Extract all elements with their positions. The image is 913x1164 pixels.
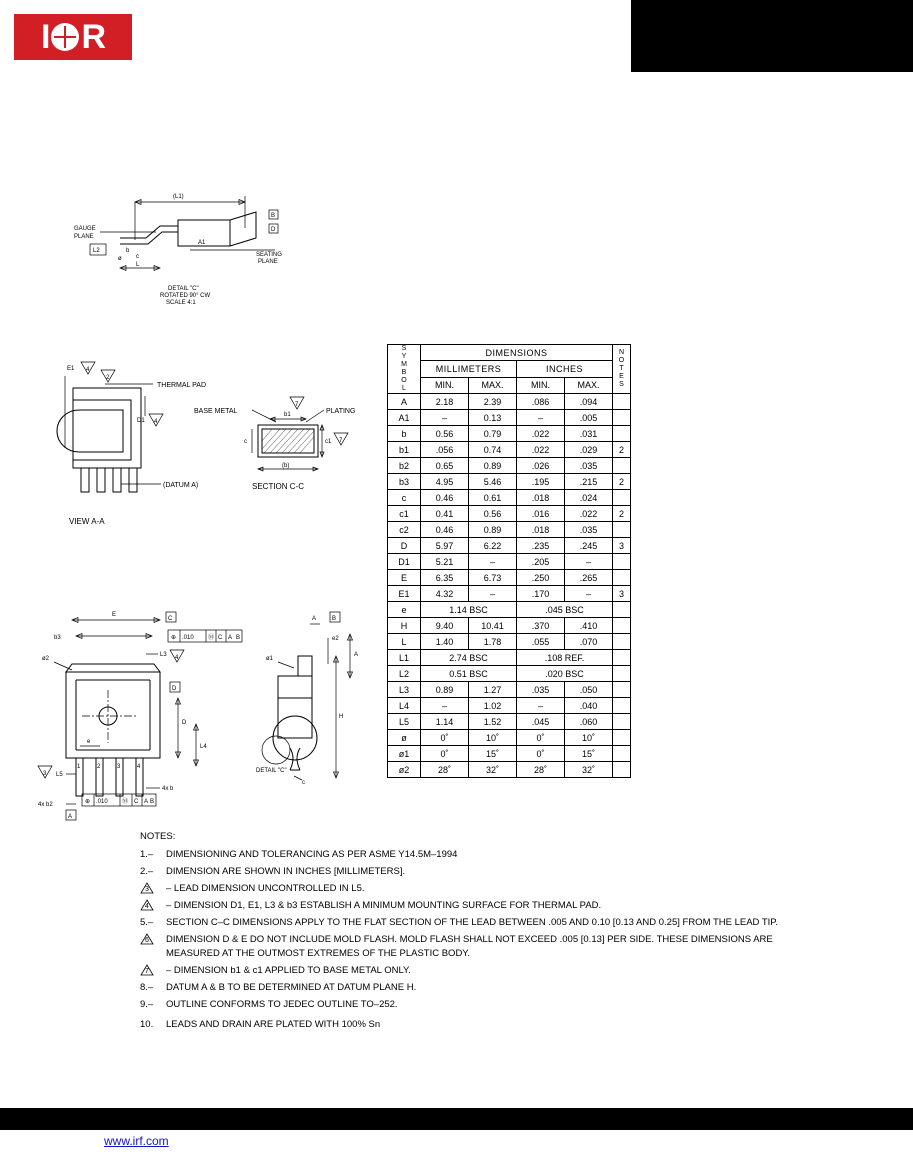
triangle-icon: 3 — [140, 882, 154, 894]
svg-text:A: A — [144, 799, 149, 805]
note-mark-triangle — [140, 933, 166, 947]
cell-notes: 3 — [613, 586, 631, 602]
note-text: – DIMENSION D1, E1, L3 & b3 ESTABLISH A MINIMUM MOUNTING SURFACE FOR THERMAL PAD. — [166, 900, 602, 911]
table-header-row-2 — [388, 361, 631, 377]
svg-text:GAUGE: GAUGE — [74, 226, 96, 232]
cell-in-max: .245 — [565, 538, 613, 554]
svg-text:4: 4 — [154, 419, 158, 425]
note-mark: 5.– — [140, 917, 154, 928]
note-item — [140, 848, 800, 862]
table-row — [388, 682, 631, 698]
triangle-icon: 4 — [140, 899, 154, 911]
cell-in-max: .035 — [565, 522, 613, 538]
cell-mm-max: 1.02 — [469, 698, 517, 714]
cell-in-min: .055 — [517, 634, 565, 650]
cell-mm-max: 0.74 — [469, 442, 517, 458]
cell-mm-max: 0.89 — [469, 522, 517, 538]
svg-text:B: B — [236, 635, 241, 641]
header-in-max: MAX. — [565, 377, 613, 393]
cell-in-min: .205 — [517, 554, 565, 570]
note-text: DIMENSIONING AND TOLERANCING AS PER ASME Y14.5M–1994 — [166, 849, 458, 860]
cell-mm-max: 10˚ — [469, 730, 517, 746]
cell-symbol: D1 — [388, 554, 421, 570]
svg-text:D1: D1 — [137, 418, 145, 424]
svg-text:c: c — [136, 254, 139, 260]
cell-in-min: .250 — [517, 570, 565, 586]
svg-text:4x b2: 4x b2 — [38, 802, 53, 808]
cell-mm-min: 0˚ — [421, 746, 469, 762]
cell-notes: 2 — [613, 506, 631, 522]
cell-in-max: .215 — [565, 474, 613, 490]
svg-text:4: 4 — [86, 367, 90, 373]
note-mark: 2.– — [140, 866, 154, 877]
cell-mm-min: – — [421, 410, 469, 426]
cell-in-max: .031 — [565, 426, 613, 442]
svg-text:L3: L3 — [160, 652, 167, 658]
cell-symbol: c2 — [388, 522, 421, 538]
cell-mm-min: 9.40 — [421, 618, 469, 634]
cell-in-min: 0˚ — [517, 746, 565, 762]
note-text: – LEAD DIMENSION UNCONTROLLED IN L5. — [166, 883, 365, 894]
cell-in-min: .235 — [517, 538, 565, 554]
cell-in-min: .370 — [517, 618, 565, 634]
svg-text:THERMAL PAD: THERMAL PAD — [157, 382, 207, 389]
cell-mm-min: 0.65 — [421, 458, 469, 474]
table-row — [388, 570, 631, 586]
cell-in-max: .024 — [565, 490, 613, 506]
cell-mm-max: 6.73 — [469, 570, 517, 586]
table-row — [388, 586, 631, 602]
cell-symbol: L1 — [388, 650, 421, 666]
svg-text:C: C — [134, 799, 139, 805]
svg-text:DETAIL "C": DETAIL "C" — [168, 286, 199, 292]
header-symbol: S Y M B O L — [388, 345, 421, 394]
svg-text:BASE METAL: BASE METAL — [194, 408, 238, 415]
cell-notes — [613, 618, 631, 634]
footer-black-bar — [0, 1108, 913, 1130]
svg-text:SEATING: SEATING — [256, 252, 282, 258]
triangle-icon: 7 — [140, 964, 154, 976]
cell-in-min: .086 — [517, 394, 565, 410]
note-item — [140, 916, 800, 930]
svg-text:A1: A1 — [198, 240, 206, 246]
section-cc-drawing — [190, 395, 380, 515]
cell-mm-max: 1.52 — [469, 714, 517, 730]
cell-in-min: .026 — [517, 458, 565, 474]
note-mark: 1.– — [140, 849, 154, 860]
cell-symbol: c1 — [388, 506, 421, 522]
svg-text:ø2: ø2 — [42, 656, 50, 662]
cell-symbol: b — [388, 426, 421, 442]
table-row — [388, 618, 631, 634]
cell-notes — [613, 714, 631, 730]
svg-text:ø: ø — [118, 256, 122, 262]
cell-in-span: .020 BSC — [517, 666, 613, 682]
cell-mm-max: 0.13 — [469, 410, 517, 426]
cell-symbol: b3 — [388, 474, 421, 490]
svg-text:3: 3 — [43, 771, 47, 777]
cell-in-max: .040 — [565, 698, 613, 714]
cell-notes — [613, 746, 631, 762]
svg-text:B: B — [332, 616, 337, 622]
cell-mm-min: – — [421, 698, 469, 714]
cell-mm-max: 5.46 — [469, 474, 517, 490]
table-row — [388, 746, 631, 762]
cell-notes — [613, 682, 631, 698]
svg-text:A: A — [354, 652, 359, 658]
svg-text:(DATUM A): (DATUM A) — [163, 482, 199, 489]
cell-mm-max: 6.22 — [469, 538, 517, 554]
detail-c-drawing — [60, 180, 360, 320]
logo-letter-i: I — [40, 18, 50, 56]
header-inches: INCHES — [517, 361, 613, 377]
cell-notes — [613, 650, 631, 666]
svg-text:PLANE: PLANE — [74, 234, 94, 240]
cell-mm-max: 0.79 — [469, 426, 517, 442]
cell-mm-max: 32˚ — [469, 762, 517, 778]
svg-text:SECTION C-C: SECTION C-C — [252, 482, 304, 491]
cell-in-max: .050 — [565, 682, 613, 698]
cell-mm-min: 0.41 — [421, 506, 469, 522]
cell-in-min: .018 — [517, 522, 565, 538]
table-row — [388, 714, 631, 730]
table-row — [388, 538, 631, 554]
svg-text:E: E — [112, 612, 117, 618]
cell-in-min: .022 — [517, 442, 565, 458]
note-item — [140, 1018, 800, 1032]
cell-mm-max: 15˚ — [469, 746, 517, 762]
header-millimeters: MILLIMETERS — [421, 361, 517, 377]
cell-in-max: .035 — [565, 458, 613, 474]
svg-text:ø1: ø1 — [266, 656, 274, 662]
table-row — [388, 650, 631, 666]
cell-symbol: ø1 — [388, 746, 421, 762]
table-header-row-1 — [388, 345, 631, 361]
cell-notes — [613, 602, 631, 618]
note-text: DIMENSION D & E DO NOT INCLUDE MOLD FLASH. MOLD FLASH SHALL NOT EXCEED .005 [0.13] PER SIDE. THESE DIMENSIONS ARE MEASURED AT THE OUTMOST EXTREMES OF THE PLASTIC BODY. — [166, 934, 773, 959]
cell-symbol: b2 — [388, 458, 421, 474]
svg-text:⊕: ⊕ — [85, 799, 91, 805]
svg-text:3: 3 — [117, 764, 121, 770]
table-row — [388, 666, 631, 682]
cell-symbol: A1 — [388, 410, 421, 426]
cell-mm-min: 28˚ — [421, 762, 469, 778]
cell-notes — [613, 394, 631, 410]
cell-notes — [613, 730, 631, 746]
note-mark-triangle — [140, 964, 166, 978]
cell-in-max: .060 — [565, 714, 613, 730]
table-row — [388, 506, 631, 522]
table-row — [388, 410, 631, 426]
cell-in-min: 28˚ — [517, 762, 565, 778]
table-row — [388, 762, 631, 778]
cell-in-max: 15˚ — [565, 746, 613, 762]
cell-notes — [613, 666, 631, 682]
note-item — [140, 964, 800, 978]
svg-text:A: A — [228, 635, 233, 641]
svg-text:b: b — [126, 248, 130, 254]
cell-mm-max: 10.41 — [469, 618, 517, 634]
cell-in-min: .016 — [517, 506, 565, 522]
cell-notes — [613, 426, 631, 442]
cell-mm-min: 1.40 — [421, 634, 469, 650]
svg-text:L: L — [136, 262, 140, 268]
note-item — [140, 998, 800, 1012]
cell-notes: 3 — [613, 538, 631, 554]
footer-url-link[interactable]: www.irf.com — [104, 1134, 169, 1148]
svg-text:E1: E1 — [67, 366, 75, 372]
ir-logo — [14, 14, 132, 60]
cell-in-max: .410 — [565, 618, 613, 634]
svg-text:4: 4 — [175, 655, 179, 661]
cell-in-min: – — [517, 698, 565, 714]
svg-text:1: 1 — [77, 764, 81, 770]
cell-notes — [613, 762, 631, 778]
cell-mm-max: 2.39 — [469, 394, 517, 410]
svg-text:c: c — [244, 439, 247, 445]
logo-circle-icon — [51, 23, 79, 51]
table-row — [388, 490, 631, 506]
svg-text:(b): (b) — [282, 463, 290, 469]
table-header-row-3 — [388, 377, 631, 393]
svg-text:c1: c1 — [325, 439, 332, 445]
cell-notes — [613, 522, 631, 538]
table-row — [388, 458, 631, 474]
dimensions-table — [387, 344, 631, 778]
cell-mm-min: 0.89 — [421, 682, 469, 698]
cell-in-max: .094 — [565, 394, 613, 410]
svg-text:(L1): (L1) — [173, 194, 184, 200]
cell-mm-max: – — [469, 586, 517, 602]
svg-text:2: 2 — [97, 764, 101, 770]
svg-text:e2: e2 — [332, 636, 339, 642]
header-mm-max: MAX. — [469, 377, 517, 393]
table-row — [388, 442, 631, 458]
cell-mm-min: 0.56 — [421, 426, 469, 442]
cell-in-max: 32˚ — [565, 762, 613, 778]
svg-text:DETAIL "C": DETAIL "C" — [256, 768, 287, 774]
cell-mm-max: 1.78 — [469, 634, 517, 650]
cell-in-max: .070 — [565, 634, 613, 650]
cell-notes — [613, 554, 631, 570]
cell-mm-min: 1.14 — [421, 714, 469, 730]
table-row — [388, 698, 631, 714]
table-row — [388, 730, 631, 746]
cell-notes — [613, 634, 631, 650]
cell-notes — [613, 490, 631, 506]
svg-text:D: D — [182, 720, 187, 726]
svg-text:4: 4 — [137, 764, 141, 770]
header-notes: N O T E S — [613, 345, 631, 394]
svg-text:7: 7 — [339, 438, 343, 444]
cell-symbol: L3 — [388, 682, 421, 698]
triangle-icon: 6 — [140, 933, 154, 945]
note-text: OUTLINE CONFORMS TO JEDEC OUTLINE TO–252. — [166, 999, 398, 1010]
cell-symbol: A — [388, 394, 421, 410]
table-row — [388, 634, 631, 650]
cell-symbol: L2 — [388, 666, 421, 682]
note-mark-triangle — [140, 899, 166, 913]
cell-mm-max: – — [469, 554, 517, 570]
cell-notes — [613, 698, 631, 714]
cell-in-min: .035 — [517, 682, 565, 698]
note-item — [140, 981, 800, 995]
svg-text:7: 7 — [295, 402, 299, 408]
cell-mm-min: 0˚ — [421, 730, 469, 746]
note-mark-triangle — [140, 882, 166, 896]
cell-mm-min: 4.95 — [421, 474, 469, 490]
header-in-min: MIN. — [517, 377, 565, 393]
table-row — [388, 554, 631, 570]
note-item — [140, 933, 800, 961]
cell-in-max: .029 — [565, 442, 613, 458]
cell-symbol: E1 — [388, 586, 421, 602]
cell-symbol: L5 — [388, 714, 421, 730]
svg-text:L4: L4 — [200, 744, 207, 750]
note-text: SECTION C–C DIMENSIONS APPLY TO THE FLAT SECTION OF THE LEAD BETWEEN .005 AND 0.10 [0.13 AND 0.25] FROM THE LEAD TIP. — [166, 917, 779, 928]
cell-in-min: – — [517, 410, 565, 426]
cell-in-max: – — [565, 586, 613, 602]
svg-text:C: C — [218, 635, 223, 641]
svg-text:B: B — [150, 799, 155, 805]
cell-mm-span: 1.14 BSC — [421, 602, 517, 618]
cell-symbol: H — [388, 618, 421, 634]
note-text: LEADS AND DRAIN ARE PLATED WITH 100% Sn — [166, 1019, 381, 1030]
svg-text:e: e — [87, 739, 91, 745]
cell-in-min: .018 — [517, 490, 565, 506]
side-view-drawing — [250, 598, 390, 828]
cell-notes: 2 — [613, 474, 631, 490]
note-item — [140, 899, 800, 913]
note-item — [140, 882, 800, 896]
cell-mm-min: 4.32 — [421, 586, 469, 602]
cell-mm-span: 0.51 BSC — [421, 666, 517, 682]
svg-text:Ⓜ: Ⓜ — [208, 635, 215, 641]
note-text: – DIMENSION b1 & c1 APPLIED TO BASE METAL ONLY. — [166, 965, 411, 976]
svg-text:D: D — [172, 686, 177, 692]
cell-symbol: L4 — [388, 698, 421, 714]
note-mark: 8.– — [140, 982, 154, 993]
svg-text:ROTATED 90° CW: ROTATED 90° CW — [160, 293, 211, 299]
svg-text:A: A — [68, 814, 73, 820]
cell-symbol: e — [388, 602, 421, 618]
header-black-bar — [631, 0, 913, 72]
svg-text:PLANE: PLANE — [258, 259, 278, 265]
svg-text:D: D — [271, 227, 276, 233]
svg-text:b1: b1 — [284, 412, 291, 418]
cell-symbol: L — [388, 634, 421, 650]
cell-mm-max: 0.61 — [469, 490, 517, 506]
cell-mm-min: 5.21 — [421, 554, 469, 570]
svg-text:2: 2 — [106, 375, 110, 381]
cell-mm-min: 0.46 — [421, 522, 469, 538]
cell-symbol: ø2 — [388, 762, 421, 778]
cell-notes — [613, 458, 631, 474]
cell-symbol: D — [388, 538, 421, 554]
svg-text:b3: b3 — [54, 635, 61, 641]
svg-text:L5: L5 — [56, 772, 63, 778]
cell-in-min: .195 — [517, 474, 565, 490]
cell-mm-min: 2.18 — [421, 394, 469, 410]
cell-in-min: .022 — [517, 426, 565, 442]
cell-symbol: b1 — [388, 442, 421, 458]
svg-text:⊕: ⊕ — [171, 635, 177, 641]
cell-in-span: .108 REF. — [517, 650, 613, 666]
note-text: DIMENSION ARE SHOWN IN INCHES [MILLIMETERS]. — [166, 866, 406, 877]
notes-title: NOTES: — [140, 831, 176, 842]
header-mm-min: MIN. — [421, 377, 469, 393]
header-dimensions: DIMENSIONS — [421, 345, 613, 361]
cell-in-max: .022 — [565, 506, 613, 522]
cell-in-max: 10˚ — [565, 730, 613, 746]
cell-mm-min: 5.97 — [421, 538, 469, 554]
cell-in-max: .005 — [565, 410, 613, 426]
svg-text:A: A — [312, 616, 317, 622]
svg-text:B: B — [271, 213, 276, 219]
svg-text:PLATING: PLATING — [326, 408, 356, 415]
cell-mm-max: 0.56 — [469, 506, 517, 522]
cell-symbol: ø — [388, 730, 421, 746]
cell-mm-min: 6.35 — [421, 570, 469, 586]
note-mark: 10. — [140, 1019, 154, 1030]
cell-in-span: .045 BSC — [517, 602, 613, 618]
svg-text:c: c — [302, 780, 305, 786]
note-text: DATUM A & B TO BE DETERMINED AT DATUM PLANE H. — [166, 982, 417, 993]
cell-in-min: 0˚ — [517, 730, 565, 746]
cell-mm-max: 1.27 — [469, 682, 517, 698]
cell-symbol: c — [388, 490, 421, 506]
logo-letter-r: R — [81, 18, 105, 56]
cell-mm-min: 0.46 — [421, 490, 469, 506]
svg-text:H: H — [339, 714, 344, 720]
table-row — [388, 602, 631, 618]
svg-text:C: C — [168, 616, 173, 622]
cell-notes: 2 — [613, 442, 631, 458]
cell-in-min: .045 — [517, 714, 565, 730]
cell-in-max: .265 — [565, 570, 613, 586]
cell-notes — [613, 410, 631, 426]
cell-in-max: – — [565, 554, 613, 570]
note-item — [140, 865, 800, 879]
cell-mm-min: .056 — [421, 442, 469, 458]
table-row — [388, 426, 631, 442]
svg-text:VIEW A-A: VIEW A-A — [69, 517, 105, 526]
cell-notes — [613, 570, 631, 586]
note-mark: 9.– — [140, 999, 154, 1010]
cell-mm-span: 2.74 BSC — [421, 650, 517, 666]
svg-text:SCALE 4:1: SCALE 4:1 — [166, 300, 196, 306]
svg-text:4x b: 4x b — [162, 786, 174, 792]
svg-text:.010: .010 — [96, 799, 108, 805]
table-row — [388, 394, 631, 410]
svg-text:Ⓜ: Ⓜ — [122, 799, 129, 805]
table-row — [388, 522, 631, 538]
cell-mm-max: 0.89 — [469, 458, 517, 474]
svg-text:L2: L2 — [93, 248, 100, 254]
cell-in-min: .170 — [517, 586, 565, 602]
svg-text:.010: .010 — [182, 635, 194, 641]
cell-symbol: E — [388, 570, 421, 586]
table-row — [388, 474, 631, 490]
notes-block — [140, 830, 800, 1035]
